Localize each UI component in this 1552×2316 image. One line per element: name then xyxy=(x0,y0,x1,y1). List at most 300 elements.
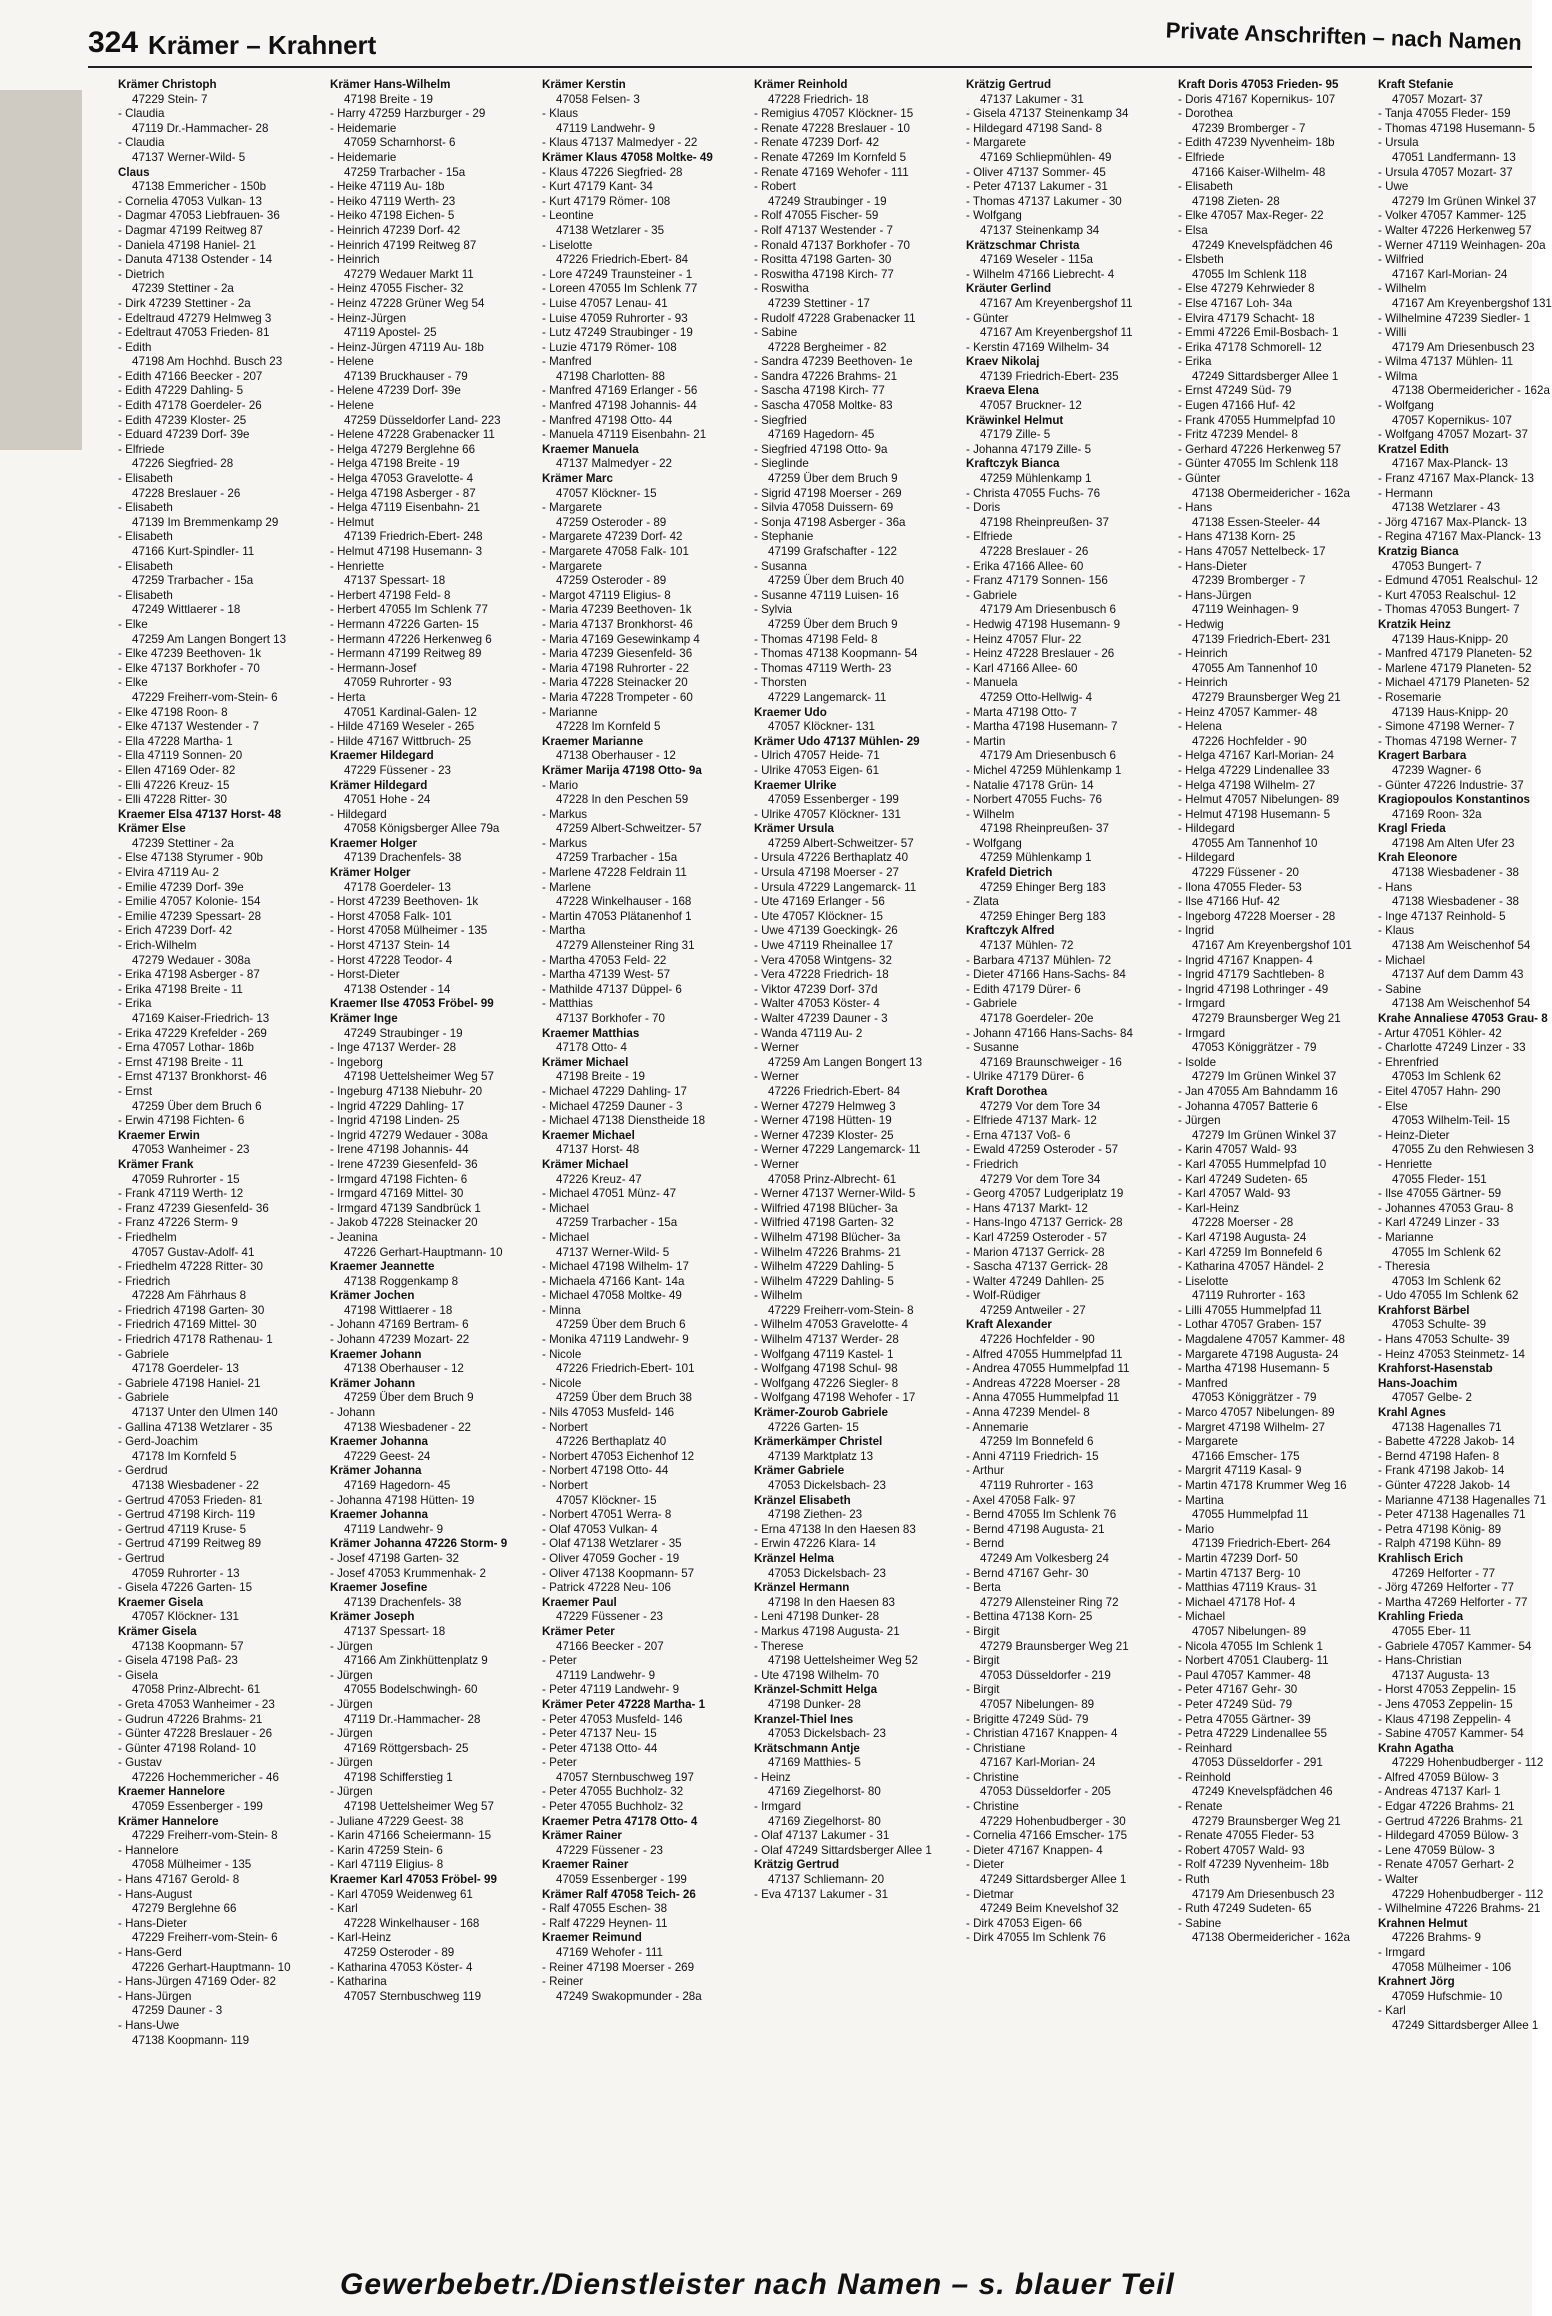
directory-entry: 47139 Haus-Knipp- 20 xyxy=(1392,705,1509,719)
directory-entry: 47169 Hagedorn- 45 xyxy=(768,428,875,442)
directory-entry: 47138 Koopmann- 57 xyxy=(132,1639,244,1653)
directory-entry: - Johanna 47057 Batterie 6 xyxy=(1178,1099,1318,1113)
directory-entry: - Karl 47119 Eligius- 8 xyxy=(330,1858,444,1872)
directory-entry: - Michael 47259 Dauner - 3 xyxy=(542,1099,683,1113)
directory-entry: Krämer Hildegard xyxy=(330,778,428,792)
directory-entry: - Uwe xyxy=(1378,180,1409,194)
directory-entry: 47229 Füssener - 23 xyxy=(344,763,451,777)
directory-entry: - Hans-Uwe xyxy=(118,2018,180,2032)
directory-entry: 47057 Klöckner- 131 xyxy=(768,720,875,734)
directory-entry: 47259 Trarbacher - 15a xyxy=(132,574,254,588)
directory-entry: - Wilhelm 47229 Dahling- 5 xyxy=(754,1274,894,1288)
directory-entry: Krämerkämper Christel xyxy=(754,1435,883,1449)
directory-entry: - Edeltraud 47279 Helmweg 3 xyxy=(118,311,272,325)
directory-entry: 47169 Kaiser-Friedrich- 13 xyxy=(132,1012,270,1025)
directory-entry: 47166 Beecker - 207 xyxy=(556,1639,664,1653)
directory-entry: 47226 Gerhart-Hauptmann- 10 xyxy=(344,1245,503,1259)
directory-entry: 47119 Landwehr- 9 xyxy=(344,1522,444,1536)
directory-entry: - Elke 47137 Borkhofer - 70 xyxy=(118,661,260,675)
directory-entry: 47259 Düsseldorfer Land- 223 xyxy=(344,413,501,427)
directory-entry: - Friedrich xyxy=(118,1274,171,1288)
directory-entry: 47259 Otto-Hellwig- 4 xyxy=(980,690,1093,704)
directory-entry: 47249 Beim Knevelshof 32 xyxy=(980,1902,1119,1916)
directory-entry: - Elke xyxy=(118,676,148,690)
directory-entry: - Ella 47228 Martha- 1 xyxy=(118,734,233,748)
directory-entry: - Edmund 47051 Realschul- 12 xyxy=(1378,574,1538,588)
directory-entry: - Karl 47166 Allee- 60 xyxy=(966,661,1078,675)
directory-entry: 47119 Landwehr- 9 xyxy=(556,121,656,135)
directory-entry: 47167 Max-Planck- 13 xyxy=(1392,457,1508,471)
directory-entry: Krätzig Gertrud xyxy=(966,78,1052,91)
directory-entry: - Katharina 47057 Händel- 2 xyxy=(1178,1260,1324,1274)
directory-entry: - Eduard 47239 Dorf- 39e xyxy=(118,428,250,442)
directory-entry: - Wolfgang 47119 Kastel- 1 xyxy=(754,1347,894,1361)
directory-entry: Krämer Jochen xyxy=(330,1289,415,1303)
directory-entry: - Harry 47259 Harzburger - 29 xyxy=(330,107,486,121)
directory-entry: - Natalie 47178 Grün- 14 xyxy=(966,778,1094,792)
directory-entry: 47228 Im Kornfeld 5 xyxy=(556,720,661,734)
directory-entry: - Werner xyxy=(754,1157,799,1171)
directory-entry: 47058 Felsen- 3 xyxy=(556,92,640,106)
directory-entry: 47167 Karl-Morian- 24 xyxy=(1392,267,1508,281)
directory-entry: - Elisabeth xyxy=(118,588,173,602)
directory-entry: 47198 Dunker- 28 xyxy=(768,1697,861,1711)
directory-entry: - Jörg 47167 Max-Planck- 13 xyxy=(1378,515,1527,529)
directory-entry: - Peter 47119 Landwehr- 9 xyxy=(542,1683,680,1697)
directory-entry: - Hans-Jürgen 47169 Oder- 82 xyxy=(118,1975,276,1989)
directory-entry: 47138 Obermeidericher - 162a xyxy=(1192,486,1350,500)
section-title: Private Anschriften – nach Namen xyxy=(1165,17,1522,55)
directory-entry: - Renate 47239 Dorf- 42 xyxy=(754,136,880,150)
directory-entry: 47239 Stettiner - 17 xyxy=(768,296,870,310)
running-title: Krämer – Krahnert xyxy=(148,30,377,60)
directory-entry: Krahe Annaliese 47053 Grau- 8 xyxy=(1378,1012,1548,1025)
directory-entry: Kräuter Gerlind xyxy=(966,282,1052,296)
directory-entry: 47138 Ostender - 14 xyxy=(344,982,451,996)
directory-entry: - Karl 47259 Osteroder - 57 xyxy=(966,1230,1108,1244)
directory-entry: - Michael 47198 Wilhelm- 17 xyxy=(542,1260,689,1274)
directory-entry: - Markus xyxy=(542,836,588,850)
directory-entry: - Reiner xyxy=(542,1975,584,1989)
directory-entry: - Horst 47058 Falk- 101 xyxy=(330,909,452,923)
directory-entry: 47167 Am Kreyenbergshof 11 xyxy=(980,296,1133,310)
directory-entry: - Manfred 47179 Planeten- 52 xyxy=(1378,647,1533,661)
directory-entry: 47198 Rheinpreußen- 37 xyxy=(980,515,1109,529)
side-index-tab xyxy=(0,90,82,450)
directory-entry: 47198 Breite - 19 xyxy=(344,92,433,106)
directory-entry: 47138 Essen-Steeler- 44 xyxy=(1192,515,1321,529)
directory-entry: 47139 Friedrich-Ebert- 248 xyxy=(344,530,483,544)
directory-entry: - Karin 47057 Wald- 93 xyxy=(1178,1143,1297,1157)
directory-entry: 47259 Am Langen Bongert 13 xyxy=(768,1055,923,1069)
directory-entry: - Jürgen xyxy=(330,1697,373,1711)
directory-entry: 47137 Mühlen- 72 xyxy=(980,939,1074,953)
directory-entry: - Elvira 47119 Au- 2 xyxy=(118,866,219,880)
directory-entry: 47178 Goerdeler- 13 xyxy=(344,880,451,894)
directory-entry: 47137 Auf dem Damm 43 xyxy=(1392,968,1524,982)
directory-entry: - Ursula 47198 Moerser - 27 xyxy=(754,866,899,880)
directory-entry: - Hans 47137 Markt- 12 xyxy=(966,1201,1088,1215)
directory-entry: - Hans-Christian xyxy=(1378,1654,1462,1668)
directory-entry: - Thomas 47053 Bungert- 7 xyxy=(1378,603,1520,617)
directory-entry: 47178 Otto- 4 xyxy=(556,1041,627,1055)
directory-entry: - Eitel 47057 Hahn- 290 xyxy=(1378,1084,1501,1098)
directory-entry: - Leontine xyxy=(542,209,594,223)
directory-entry: - Gerd-Joachim xyxy=(118,1435,198,1449)
directory-entry: - Ulrike 47179 Dürer- 6 xyxy=(966,1070,1084,1084)
directory-entry: - Klaus xyxy=(1378,924,1415,938)
directory-entry: - Frank 47198 Jakob- 14 xyxy=(1378,1464,1505,1478)
directory-entry: - Anni 47119 Friedrich- 15 xyxy=(966,1449,1099,1463)
directory-entry: - Elsa xyxy=(1178,223,1208,237)
directory-entry: - Werner 47229 Langemarck- 11 xyxy=(754,1143,921,1157)
directory-entry: - Heinz-Jürgen 47119 Au- 18b xyxy=(330,340,484,354)
directory-entry: - Katharina xyxy=(330,1975,387,1989)
directory-entry: Kräwinkel Helmut xyxy=(966,413,1064,427)
directory-entry: - Matthias xyxy=(542,997,593,1011)
directory-entry: - Michael 47058 Moltke- 49 xyxy=(542,1289,682,1303)
directory-entry: Krämer-Zourob Gabriele xyxy=(754,1406,889,1420)
directory-entry: - Herbert 47055 Im Schlenk 77 xyxy=(330,603,488,617)
directory-entry: - Ilse 47055 Gärtner- 59 xyxy=(1378,1187,1502,1201)
directory-entry: - Jens 47053 Zeppelin- 15 xyxy=(1378,1697,1513,1711)
directory-entry: - Gabriele 47057 Kammer- 54 xyxy=(1378,1639,1532,1653)
directory-entry: - Magdalene 47057 Kammer- 48 xyxy=(1178,1333,1345,1347)
directory-entry: - Heiko 47198 Eichen- 5 xyxy=(330,209,455,223)
directory-entry: - Elisabeth xyxy=(118,530,173,544)
directory-entry: - Ellen 47169 Oder- 82 xyxy=(118,763,236,777)
directory-entry: 47229 Freiherr-vom-Stein- 6 xyxy=(132,1931,278,1945)
directory-entry: - Patrick 47228 Neu- 106 xyxy=(542,1581,671,1595)
directory-entry: - Heinz 47053 Steinmetz- 14 xyxy=(1378,1347,1525,1361)
directory-entry: - Dieter 47167 Knappen- 4 xyxy=(966,1843,1103,1857)
directory-entry: - Elisabeth xyxy=(118,559,173,573)
directory-entry: - Helga 47053 Gravelotte- 4 xyxy=(330,472,474,486)
directory-entry: - Wilhelm 47166 Liebrecht- 4 xyxy=(966,267,1115,281)
directory-entry: - Franz 47167 Max-Planck- 13 xyxy=(1378,472,1534,486)
directory-entry: - Manuela xyxy=(966,676,1018,690)
directory-entry: - Werner xyxy=(754,1070,799,1084)
directory-entry: - Michael 47179 Planeten- 52 xyxy=(1378,676,1530,690)
directory-entry: 47239 Bromberger - 7 xyxy=(1192,121,1306,135)
directory-entry: Kränzel Hermann xyxy=(754,1581,850,1595)
directory-entry: 47179 Zille- 5 xyxy=(980,428,1051,442)
directory-entry: - Martha xyxy=(542,924,586,938)
directory-entry: - Günter xyxy=(966,311,1009,325)
directory-entry: - Gustav xyxy=(118,1756,162,1770)
directory-entry: 47226 Gerhart-Hauptmann- 10 xyxy=(132,1960,291,1974)
directory-entry: 47119 Dr.-Hammacher- 28 xyxy=(344,1712,481,1726)
directory-entry: - Renate 47169 Wehofer - 111 xyxy=(754,165,909,179)
directory-entry: 47137 Horst- 48 xyxy=(556,1143,640,1157)
directory-entry: 47178 Im Kornfeld 5 xyxy=(132,1449,237,1463)
directory-entry: - Friedrich 47198 Garten- 30 xyxy=(118,1303,265,1317)
directory-entry: - Hildegard xyxy=(1178,851,1235,865)
directory-entry: 47259 Über dem Bruch 40 xyxy=(768,574,904,588)
directory-entry: - Hans-Dieter xyxy=(1178,559,1247,573)
directory-entry: 47259 Dauner - 3 xyxy=(132,2004,223,2018)
directory-entry: 47249 Am Volkesberg 24 xyxy=(980,1551,1109,1565)
directory-entry: - Herta xyxy=(330,690,366,704)
directory-entry: Krämer Gabriele xyxy=(754,1464,845,1478)
directory-entry: - Rolf 47137 Westender - 7 xyxy=(754,223,893,237)
directory-entry: - Dirk 47055 Im Schlenk 76 xyxy=(966,1931,1106,1945)
directory-entry: - Helga 47198 Breite - 19 xyxy=(330,457,460,471)
directory-entry: - Martin 47053 Plätanenhof 1 xyxy=(542,909,692,923)
directory-entry: - Ute 47057 Klöckner- 15 xyxy=(754,909,883,923)
directory-entry: 47249 Sittardsberger Allee 1 xyxy=(1392,2018,1539,2032)
column-4 xyxy=(754,78,959,2258)
directory-entry: - Günter 47228 Breslauer - 26 xyxy=(118,1727,273,1741)
directory-entry: - Thomas 47138 Koopmann- 54 xyxy=(754,647,918,661)
directory-entry: - Elli 47228 Ritter- 30 xyxy=(118,793,227,807)
directory-entry: Krämer Inge xyxy=(330,1012,398,1025)
directory-entry: - Oliver 47138 Koopmann- 57 xyxy=(542,1566,695,1580)
directory-entry: - Martin 47137 Berg- 10 xyxy=(1178,1566,1301,1580)
directory-entry: - Margarete xyxy=(542,501,602,515)
directory-entry: - Annemarie xyxy=(966,1420,1029,1434)
directory-entry: - Kurt 47179 Römer- 108 xyxy=(542,194,671,208)
directory-entry: 47279 Braunsberger Weg 21 xyxy=(1192,1012,1341,1025)
directory-entry: - Manfred 47169 Erlanger - 56 xyxy=(542,384,698,398)
directory-entry: - Ingrid 47279 Wedauer - 308a xyxy=(330,1128,488,1142)
directory-entry: - Heinz 47057 Flur- 22 xyxy=(966,632,1082,646)
directory-entry: 47169 Röttgersbach- 25 xyxy=(344,1741,469,1755)
directory-entry: 47198 Am Hochhd. Busch 23 xyxy=(132,355,283,369)
directory-entry: 47229 Füssener - 23 xyxy=(556,1610,663,1624)
directory-entry: Kraemer Reimund xyxy=(542,1931,642,1945)
directory-entry: - Cornelia 47166 Emscher- 175 xyxy=(966,1829,1128,1843)
directory-entry: Kraev Nikolaj xyxy=(966,355,1040,369)
directory-entry: - Elke xyxy=(118,617,148,631)
directory-entry: - Thomas 47198 Husemann- 5 xyxy=(1378,121,1536,135)
directory-entry: 47198 In den Haesen 83 xyxy=(768,1595,895,1609)
directory-entry: - Gertrud 47199 Reitweg 89 xyxy=(118,1537,262,1551)
directory-entry: - Martin 47239 Dorf- 50 xyxy=(1178,1551,1298,1565)
directory-entry: - Werner 47198 Hütten- 19 xyxy=(754,1114,892,1128)
directory-entry: - Zlata xyxy=(966,895,999,909)
directory-entry: 47166 Am Zinkhüttenplatz 9 xyxy=(344,1654,488,1668)
directory-entry: Kraft Stefanie xyxy=(1378,78,1454,91)
directory-entry: 47259 Albert-Schweitzer- 57 xyxy=(768,836,914,850)
directory-entry: 47138 Wetzlarer - 43 xyxy=(1392,501,1501,515)
directory-entry: 47226 Garten- 15 xyxy=(768,1420,859,1434)
directory-entry: - Peter 47167 Gehr- 30 xyxy=(1178,1683,1298,1697)
directory-entry: - Thorsten xyxy=(754,676,807,690)
directory-entry: - Marianne 47138 Hagenalles 71 xyxy=(1378,1493,1547,1507)
directory-entry: 47055 Im Schlenk 118 xyxy=(1192,267,1307,281)
directory-entry: - Matthias 47119 Kraus- 31 xyxy=(1178,1581,1317,1595)
directory-entry: 47169 Weseler - 115a xyxy=(980,253,1094,267)
directory-entry: 47279 Braunsberger Weg 21 xyxy=(980,1639,1129,1653)
directory-entry: 47138 Wiesbadener - 22 xyxy=(344,1420,471,1434)
directory-entry: - Hedwig xyxy=(1178,617,1224,631)
directory-entry: 47055 Zu den Rehwiesen 3 xyxy=(1392,1143,1534,1157)
directory-entry: 47259 Mühlenkamp 1 xyxy=(980,851,1092,865)
directory-entry: - Michael xyxy=(1178,1610,1226,1624)
directory-entry: - Robert xyxy=(754,180,796,194)
directory-entry: - Ella 47119 Sonnen- 20 xyxy=(118,749,243,763)
directory-entry: - Ilona 47055 Fleder- 53 xyxy=(1178,880,1302,894)
directory-entry: - Elke 47137 Westender - 7 xyxy=(118,720,259,734)
directory-entry: 47259 Osteroder - 89 xyxy=(344,1946,455,1959)
directory-entry: - Cornelia 47053 Vulkan- 13 xyxy=(118,194,262,208)
directory-entry: - Hans-Jürgen xyxy=(1178,588,1252,602)
directory-entry: 47229 Langemarck- 11 xyxy=(768,690,887,704)
directory-entry: Kragl Frieda xyxy=(1378,822,1446,836)
directory-entry: - Franz 47226 Sterm- 9 xyxy=(118,1216,238,1230)
directory-entry: - Hans 47167 Gerold- 8 xyxy=(118,1873,240,1887)
directory-entry: - Inge 47137 Werder- 28 xyxy=(330,1041,457,1055)
directory-entry: - Emilie 47057 Kolonie- 154 xyxy=(118,895,261,909)
directory-entry: - Wolfgang 47198 Schul- 98 xyxy=(754,1362,898,1376)
directory-entry: - Emilie 47239 Dorf- 39e xyxy=(118,880,244,894)
directory-entry: 47279 Allensteiner Ring 31 xyxy=(556,939,695,953)
directory-entry: - Helena xyxy=(1178,720,1222,734)
directory-entry: 47166 Emscher- 175 xyxy=(1192,1449,1300,1463)
directory-entry: 47259 Osteroder - 89 xyxy=(556,574,667,588)
directory-entry: - Kurt 47179 Kant- 34 xyxy=(542,180,653,194)
directory-entry: 47226 Berthaplatz 40 xyxy=(556,1435,667,1449)
directory-entry: 47055 Hummelpfad 11 xyxy=(1192,1508,1309,1522)
directory-entry: - Ingeburg 47138 Niebuhr- 20 xyxy=(330,1084,483,1098)
directory-entry: - Maria 47228 Steinacker 20 xyxy=(542,676,688,690)
directory-entry: 47137 Lakumer - 31 xyxy=(980,92,1084,106)
directory-entry: - Hans 47053 Schulte- 39 xyxy=(1378,1333,1510,1347)
directory-entry: 47259 Über dem Bruch 6 xyxy=(132,1099,262,1113)
directory-entry: - Lutz 47249 Straubinger - 19 xyxy=(542,326,693,340)
directory-entry: - Klaus xyxy=(542,107,579,121)
directory-entry: - Hermann xyxy=(1378,486,1433,500)
directory-entry: 47228 Breslauer - 26 xyxy=(132,486,241,500)
directory-entry: - Nicole xyxy=(542,1347,582,1361)
directory-entry: - Hermann-Josef xyxy=(330,661,417,675)
directory-entry: Kraemer Matthias xyxy=(542,1026,640,1040)
directory-entry: - Dietrich xyxy=(118,267,165,281)
directory-entry: - Ingrid 47198 Linden- 25 xyxy=(330,1114,460,1128)
directory-entry: - Reiner 47198 Moerser - 269 xyxy=(542,1960,695,1974)
directory-entry: - Wilhelm 47137 Werder- 28 xyxy=(754,1333,899,1347)
directory-entry: 47226 Hochfelder - 90 xyxy=(1192,734,1307,748)
directory-entry: 47057 Sternbuschweg 119 xyxy=(344,1989,482,2003)
directory-entry: - Marlene 47179 Planeten- 52 xyxy=(1378,661,1532,675)
directory-entry: - Bettina 47138 Korn- 25 xyxy=(966,1610,1093,1624)
directory-entry: - Alfred 47055 Hummelpfad 11 xyxy=(966,1347,1123,1361)
page-number: 324 xyxy=(88,26,139,59)
directory-entry: 47138 Am Weischenhof 54 xyxy=(1392,997,1531,1011)
directory-entry: - Wilhelm 47229 Dahling- 5 xyxy=(754,1260,894,1274)
directory-entry: - Olaf 47138 Wetzlarer - 35 xyxy=(542,1537,682,1551)
directory-entry: 47137 Werner-Wild- 5 xyxy=(556,1245,670,1259)
directory-entry: 47138 Hagenalles 71 xyxy=(1392,1420,1502,1434)
directory-entry: - Maria 47169 Gesewinkamp 4 xyxy=(542,632,700,646)
directory-entry: 47059 Essenberger - 199 xyxy=(556,1873,687,1887)
directory-entry: - Wolfgang xyxy=(966,209,1022,223)
directory-entry: - Rositta 47198 Garten- 30 xyxy=(754,253,892,267)
directory-entry: 47139 Friedrich-Ebert- 231 xyxy=(1192,632,1331,646)
directory-entry: - Ulrike 47057 Klöckner- 131 xyxy=(754,807,901,821)
directory-entry: - Vera 47058 Wintgens- 32 xyxy=(754,953,892,967)
directory-entry: - Elfriede xyxy=(1178,150,1225,164)
directory-entry: - Heinrich xyxy=(1178,647,1228,661)
directory-entry: - Erich-Wilhelm xyxy=(118,939,197,953)
directory-entry: - Friedhelm 47228 Ritter- 30 xyxy=(118,1260,263,1274)
directory-entry: - Ute 47169 Erlanger - 56 xyxy=(754,895,885,909)
directory-entry: 47058 Königsberger Allee 79a xyxy=(344,822,500,836)
directory-entry: - Heinrich 47239 Dorf- 42 xyxy=(330,223,461,237)
directory-entry: - Klaus 47137 Malmedyer - 22 xyxy=(542,136,698,150)
directory-entry: - Martha 47198 Husemann- 7 xyxy=(966,720,1118,734)
directory-entry: 47058 Mülheimer - 106 xyxy=(1392,1960,1512,1974)
directory-entry: - Henriette xyxy=(330,559,385,573)
directory-entry: - Doris xyxy=(966,501,1001,515)
directory-entry: - Helene xyxy=(330,399,374,413)
directory-entry: 47138 Obermeidericher - 162a xyxy=(1392,384,1550,398)
directory-entry: 47059 Ruhrorter - 93 xyxy=(344,676,452,690)
directory-entry: 47259 Über dem Bruch 9 xyxy=(344,1391,474,1405)
directory-entry: - Helmut 47198 Husemann- 5 xyxy=(1178,807,1331,821)
directory-entry: - Ingeborg xyxy=(330,1055,383,1069)
directory-entry: Kraemer Marianne xyxy=(542,734,644,748)
directory-entry: - Christine xyxy=(966,1800,1019,1814)
directory-entry: - Wolfgang 47226 Siegler- 8 xyxy=(754,1376,899,1390)
directory-entry: Krah Eleonore xyxy=(1378,851,1458,865)
directory-entry: - Karl 47057 Wald- 93 xyxy=(1178,1187,1291,1201)
directory-entry: 47226 Siegfried- 28 xyxy=(132,457,234,471)
directory-entry: - Gabriele xyxy=(118,1391,169,1405)
directory-entry: - Ulrich 47057 Heide- 71 xyxy=(754,749,880,763)
directory-entry: 47137 Schliemann- 20 xyxy=(768,1873,885,1887)
directory-entry: - Remigius 47057 Klöckner- 15 xyxy=(754,107,914,121)
directory-entry: 47053 Düsseldorfer - 219 xyxy=(980,1668,1111,1682)
directory-entry: - Helga 47198 Wilhelm- 27 xyxy=(1178,778,1316,792)
directory-entry: Kranzel-Thiel Ines xyxy=(754,1712,854,1726)
directory-entry: - Dieter xyxy=(966,1858,1005,1872)
directory-entry: - Erna 47057 Lothar- 186b xyxy=(118,1041,255,1055)
directory-entry: - Emilie 47239 Spessart- 28 xyxy=(118,909,262,923)
directory-entry: 47053 Dickelsbach- 23 xyxy=(768,1727,886,1741)
directory-entry: 47051 Landfermann- 13 xyxy=(1392,150,1516,164)
directory-entry: - Vera 47228 Friedrich- 18 xyxy=(754,968,889,982)
directory-entry: - Ingeborg 47228 Moerser - 28 xyxy=(1178,909,1336,923)
directory-entry: - Wilhelm xyxy=(754,1289,803,1303)
directory-entry: 47229 Freiherr-vom-Stein- 8 xyxy=(132,1829,278,1843)
directory-entry: Krämer Ralf 47058 Teich- 26 xyxy=(542,1887,696,1901)
directory-entry: - Martin 47178 Krummer Weg 16 xyxy=(1178,1479,1347,1492)
directory-entry: - Ingrid 47198 Lothringer - 49 xyxy=(1178,982,1329,996)
directory-entry: - Bernd 47055 Im Schlenk 76 xyxy=(966,1508,1117,1522)
directory-entry: - Gerdrud xyxy=(118,1464,168,1478)
directory-entry: - Hans-August xyxy=(118,1887,193,1901)
directory-entry: 47057 Mozart- 37 xyxy=(1392,92,1483,106)
directory-entry: - Ursula 47229 Langemarck- 11 xyxy=(754,880,917,894)
directory-entry: 47058 Prinz-Albrecht- 61 xyxy=(132,1683,261,1697)
directory-entry: - Karin 47259 Stein- 6 xyxy=(330,1843,443,1857)
directory-entry: - Hermann 47226 Garten- 15 xyxy=(330,617,479,631)
directory-entry: 47138 Am Weischenhof 54 xyxy=(1392,939,1531,953)
directory-entry: - Erich 47239 Dorf- 42 xyxy=(118,924,233,938)
directory-entry: - Jürgen xyxy=(330,1756,373,1770)
directory-entry: - Edith 47179 Dürer- 6 xyxy=(966,982,1081,996)
directory-entry: - Ursula 47226 Berthaplatz 40 xyxy=(754,851,909,865)
directory-entry: - Olaf 47249 Sittardsberger Allee 1 xyxy=(754,1843,932,1857)
directory-entry: 47139 Friedrich-Ebert- 235 xyxy=(980,369,1119,383)
directory-entry: Kraemer Hannelore xyxy=(118,1785,225,1799)
column-5 xyxy=(966,78,1171,2258)
directory-entry: Kraftczyk Alfred xyxy=(966,924,1055,938)
directory-entry: 47229 Füssener - 23 xyxy=(556,1843,663,1857)
directory-entry: - Wolf-Rüdiger xyxy=(966,1289,1041,1303)
